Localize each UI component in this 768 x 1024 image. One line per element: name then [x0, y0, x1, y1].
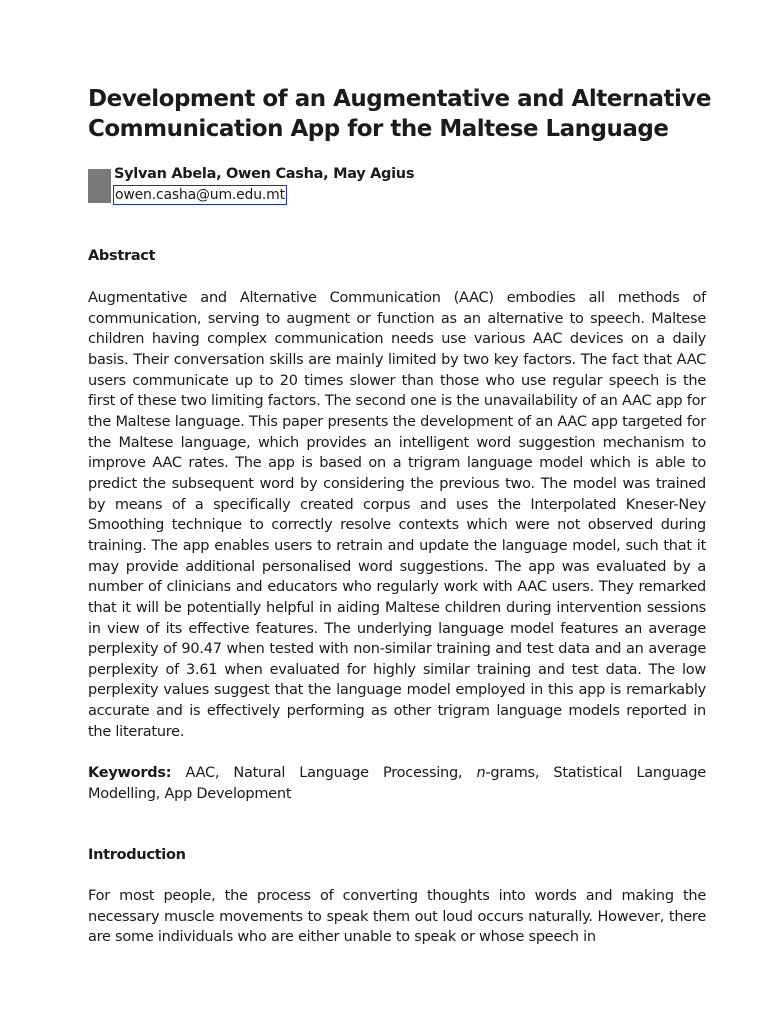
keywords-paragraph: [88, 763, 706, 804]
keywords-text-part1: AAC, Natural Language Processing,: [171, 765, 477, 781]
keywords-text-part2: -grams, Statistical Language Modelling, App Development: [88, 765, 706, 802]
email-link[interactable]: owen.casha@um.edu.mt: [115, 187, 285, 203]
paper-title: Development of an Augmentative and Alternative Communication App for the Maltese Language: [88, 86, 712, 142]
keywords-italic: n: [476, 765, 486, 781]
author-bar-decoration: [88, 169, 111, 203]
abstract-heading: Abstract: [88, 248, 156, 264]
author-names: Sylvan Abela, Owen Casha, May Agius: [114, 166, 415, 182]
introduction-heading: Introduction: [88, 847, 186, 863]
introduction-text: For most people, the process of converting thoughts into words and making the necessary muscle movements to speak them out loud occurs naturally. However, there are some individuals who are either unable to speak or whose speech in: [88, 888, 706, 946]
abstract-text: Augmentative and Alternative Communication (AAC) embodies all methods of communication, serving to augment or function as an alternative to speech. Maltese children having complex communication needs use various AAC devices on a daily basis. Their conversation skills are mainly limited by two key factors. The fact that AAC users communicate up to 20 times slower than those who use regular speech is the first of these two limiting factors. The second one is the unavailability of an AAC app for the Maltese language. This paper presents the development of an AAC app targeted for the Maltese language, which provides an intelligent word suggestion mechanism to improve AAC rates. The app is based on a trigram language model which is able to predict the subsequent word by considering the previous two. The model was trained by means of a specifically created corpus and uses the Interpolated Kneser-Ney Smoothing technique to correctly resolve contexts which were not observed during training. The app enables users to retrain and update the language model, such that it may provide additional personalised word suggestions. The app was evaluated by a number of clinicians and educators who regularly work with AAC users. They remarked that it will be potentially helpful in aiding Maltese children during intervention sessions in view of its effective features. The underlying language model features an average perplexity of 90.47 when tested with non-similar training and test data and an average perplexity of 3.61 when evaluated for highly similar training and test data. The low perplexity values suggest that the language model employed in this app is remarkably accurate and is effectively performing as other trigram language models reported in the literature.: [88, 290, 706, 740]
keywords-label: Keywords:: [88, 765, 172, 781]
